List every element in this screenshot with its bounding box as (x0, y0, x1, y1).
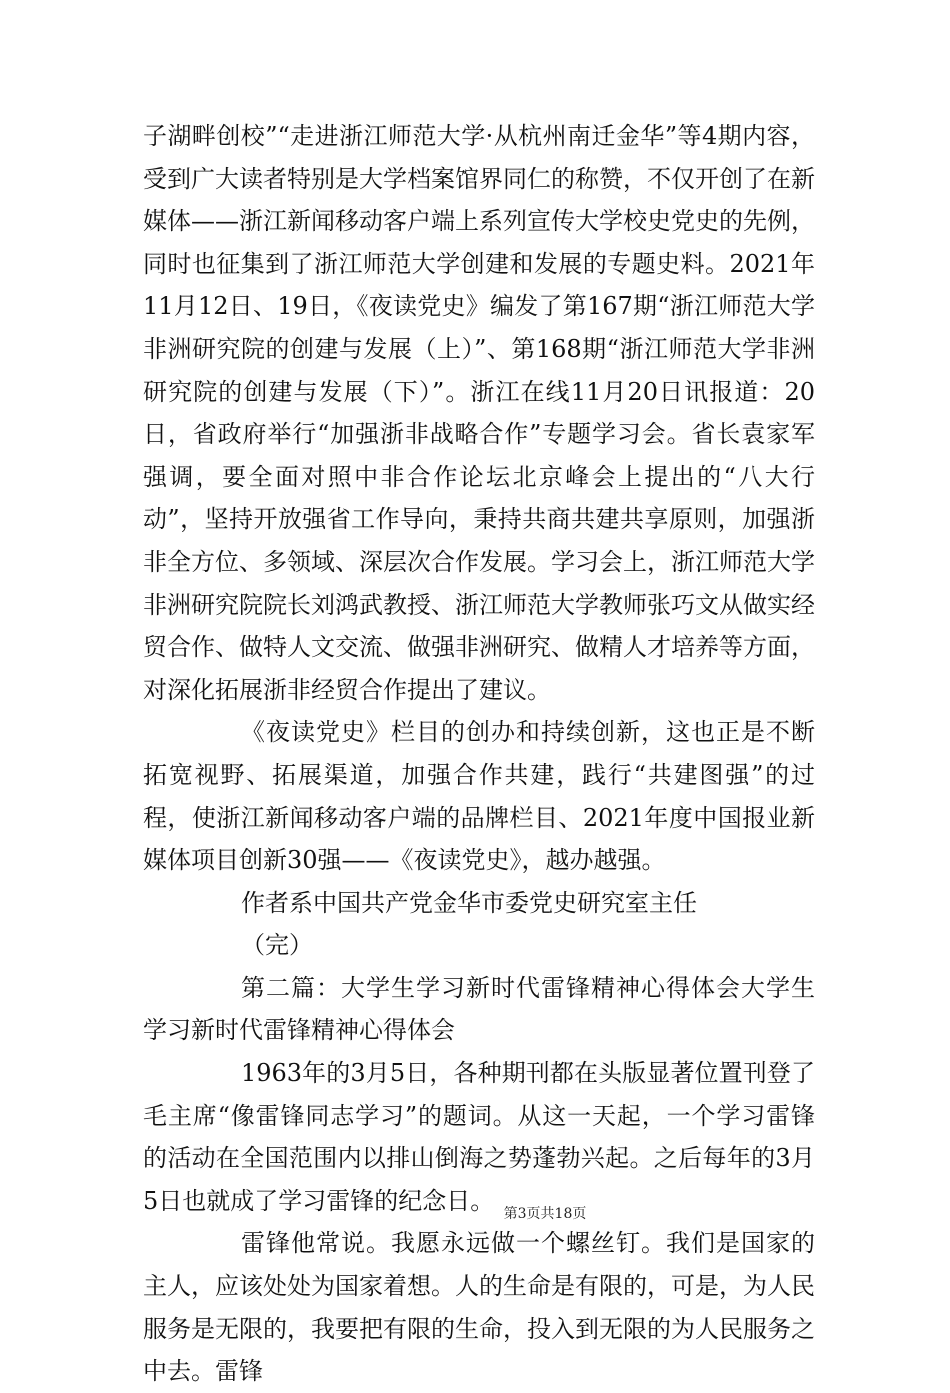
paragraph-1: 子湖畔创校”“走进浙江师范大学·从杭州南迁金华”等4期内容，受到广大读者特别是大学档案馆界同仁的称赞，不仅开创了在新媒体——浙江新闻移动客户端上系列宣传大学校史党史的先例，同时也征集到了浙江师范大学创建和发展的专题史料。2021年11月12日、19日，《夜读党史》编发了第167期“浙江师范大学非洲研究院的创建与发展（上）”、第168期“浙江师范大学非洲研究院的创建与发展（下）”。浙江在线11月20日讯报道：20日，省政府举行“加强浙非战略合作”专题学习会。省长袁家军强调，要全面对照中非合作论坛北京峰会上提出的“八大行动”，坚持开放强省工作导向，秉持共商共建共享原则，加强浙非全方位、多领域、深层次合作发展。学习会上，浙江师范大学非洲研究院院长刘鸿武教授、浙江师范大学教师张巧文从做实经贸合作、做特人文交流、做强非洲研究、做精人才培养等方面，对深化拓展浙非经贸合作提出了建议。 (143, 122, 815, 704)
author-line: 作者系中国共产党金华市委党史研究室主任 (241, 888, 697, 917)
paragraph-4: 雷锋他常说。我愿永远做一个螺丝钉。我们是国家的主人，应该处处为国家着想。人的生命是有限的，可是，为人民服务是无限的，我要把有限的生命，投入到无限的为人民服务之中去。雷锋 (143, 1229, 815, 1386)
paragraph-3: 1963年的3月5日，各种期刊都在头版显著位置刊登了毛主席“像雷锋同志学习”的题词。从这一天起，一个学习雷锋的活动在全国范围内以排山倒海之势蓬勃兴起。之后每年的3月5日也就成了学习雷锋的纪念日。 (143, 1059, 815, 1215)
end-mark: （完） (241, 931, 313, 960)
section-title: 第二篇：大学生学习新时代雷锋精神心得体会大学生学习新时代雷锋精神心得体会 (143, 973, 815, 1045)
page-number-footer: 第3页共18页 (503, 1206, 587, 1222)
document-body (143, 115, 815, 1393)
paragraph-2: 《夜读党史》栏目的创办和持续创新，这也正是不断拓宽视野、拓展渠道，加强合作共建，践行“共建图强”的过程，使浙江新闻移动客户端的品牌栏目、2021年度中国报业新媒体项目创新30强——《夜读党史》，越办越强。 (143, 718, 815, 875)
